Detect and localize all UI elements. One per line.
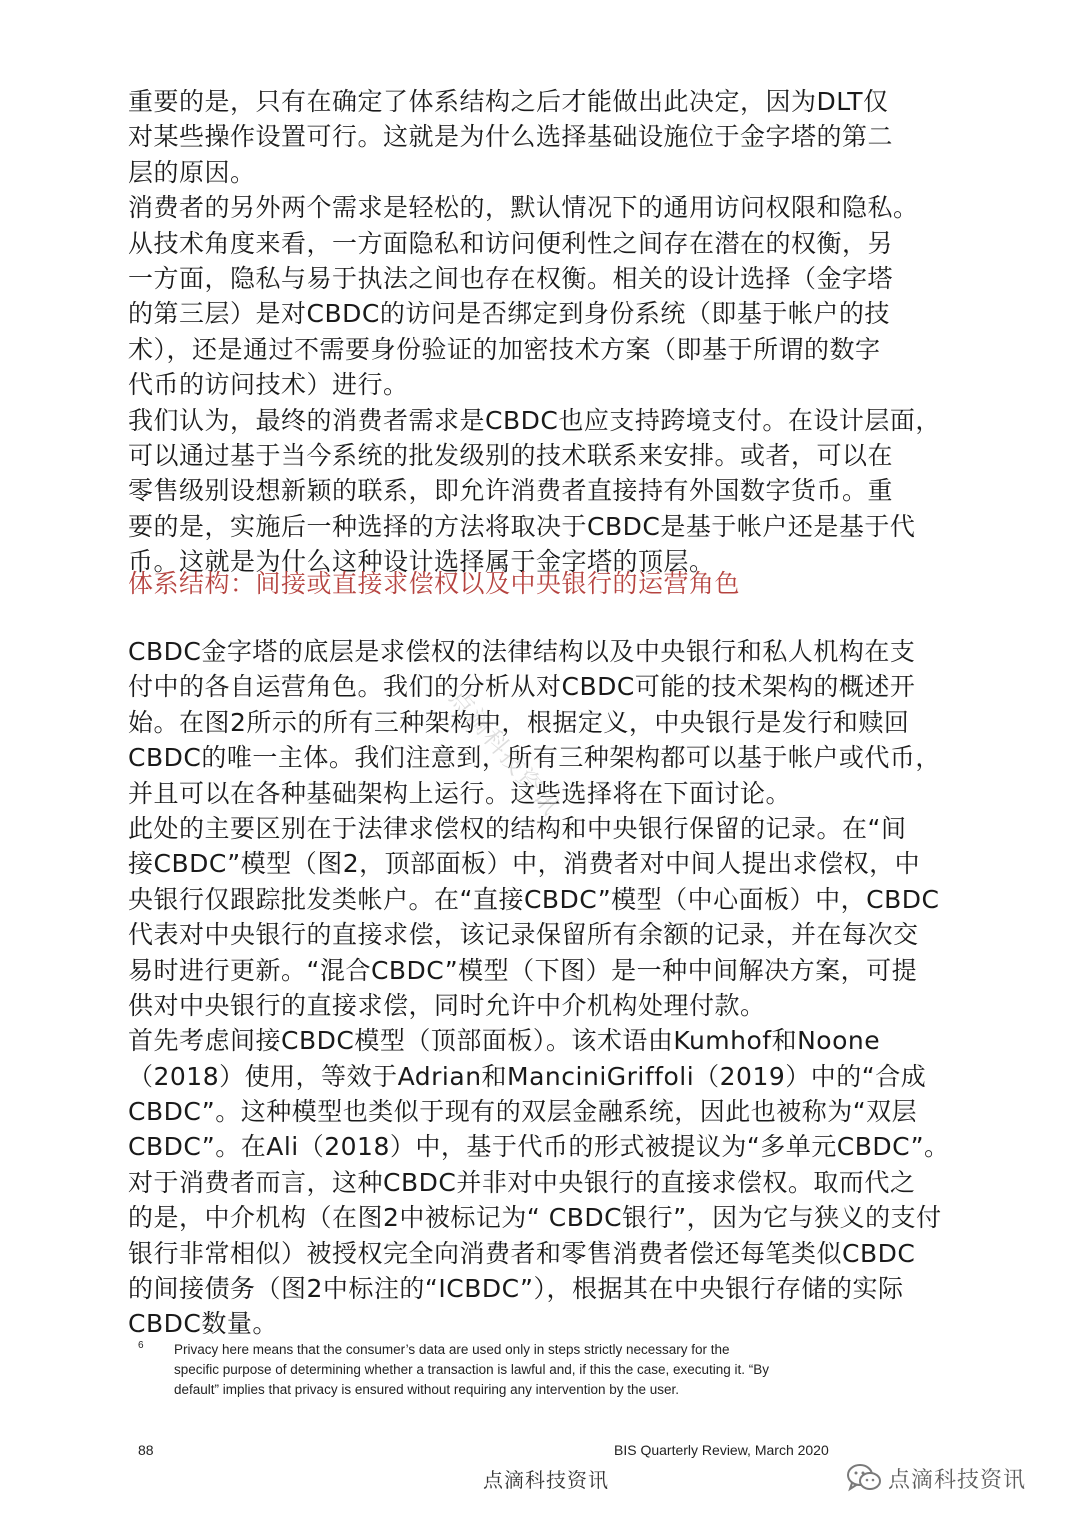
watermark-text: 点滴科技资讯 [443,683,566,822]
wechat-icon [846,1463,882,1493]
text-line: 我们认为，最终的消费者需求是CBDC也应支持跨境支付。在设计层面， [128,405,941,435]
text-line: 付中的各自运营角色。我们的分析从对CBDC可能的技术架构的概述开 [128,672,916,702]
text-line: 的间接债务（图2中标注的“ICBDC”），根据其在中央银行存储的实际 [128,1274,904,1304]
text-line: 一方面，隐私与易于执法之间也存在权衡。相关的设计选择（金字塔 [128,263,894,293]
brand-text: 点滴科技资讯 [888,1467,1027,1493]
text-line: 接CBDC”模型（图2，顶部面板）中，消费者对中间人提出求偿权，中 [128,849,921,879]
footnote-line: Privacy here means that the consumer’s data are used only in steps strictly necessary for the [174,1342,730,1357]
text-line: 对于消费者而言，这种CBDC并非对中央银行的直接求偿权。取而代之 [128,1167,916,1197]
page-number: 88 [138,1442,154,1458]
footnote-line: specific purpose of determining whether a transaction is lawful and, if this the case, executing it. “By [174,1362,770,1377]
text-line: 此处的主要区别在于法律求偿权的结构和中央银行保留的记录。在“间 [128,813,907,843]
text-line: 从技术角度来看，一方面隐私和访问便利性之间存在潜在的权衡，另 [128,228,894,258]
text-line: 易时进行更新。“混合CBDC”模型（下图）是一种中间解决方案，可提 [128,955,918,985]
text-line: CBDC数量。 [128,1309,278,1339]
text-line: CBDC”。在Ali（2018）中，基于代币的形式被提议为“多单元CBDC”。 [128,1132,950,1162]
footnote-mark: 6 [138,1340,144,1351]
text-line: 的是，中介机构（在图2中被标记为“ CBDC银行”，因为它与狭义的支付 [128,1203,942,1233]
text-line: 银行非常相似）被授权完全向消费者和零售消费者偿还每笔类似CBDC [128,1238,916,1268]
text-line: 首先考虑间接CBDC模型（顶部面板）。该术语由Kumhof和Noone [128,1026,881,1056]
text-line: 并且可以在各种基础架构上运行。这些选择将在下面讨论。 [128,778,792,808]
text-line: 零售级别设想新颖的联系，即允许消费者直接持有外国数字货币。重 [128,476,894,506]
source-label: 点滴科技资讯 [483,1468,609,1492]
text-line: 消费者的另外两个需求是轻松的，默认情况下的通用访问权限和隐私。 [128,193,919,223]
journal-title: BIS Quarterly Review, March 2020 [614,1442,829,1458]
text-line: 代表对中央银行的直接求偿，该记录保留所有余额的记录，并在每次交 [128,920,919,950]
text-line: （2018）使用，等效于Adrian和ManciniGriffoli（2019）中的“合成 [128,1061,927,1091]
text-line: CBDC”。这种模型也类似于现有的双层金融系统，因此也被称为“双层 [128,1097,918,1127]
paragraphs-bottom [128,634,950,1342]
text-line: 始。在图2所示的所有三种架构中，根据定义，中央银行是发行和赎回 [128,707,910,737]
text-line: 币。这就是为什么这种设计选择属于金字塔的顶层。 [128,547,715,577]
footnote [174,1340,834,1400]
text-line: 重要的是，只有在确定了体系结构之后才能做出此决定，因为DLT仅 [128,87,889,116]
text-line: 的第三层）是对CBDC的访问是否绑定到身份系统（即基于帐户的技 [128,299,890,329]
text-line: 层的原因。 [128,157,256,187]
text-line: 要的是，实施后一种选择的方法将取决于CBDC是基于帐户还是基于代 [128,511,916,541]
text-line: 对某些操作设置可行。这就是为什么选择基础设施位于金字塔的第二 [128,122,894,152]
footnote-line: default” implies that privacy is ensured without requiring any intervention by the user. [174,1382,680,1397]
text-line: 央银行仅跟踪批发类帐户。在“直接CBDC”模型（中心面板）中，CBDC [128,884,940,914]
text-line: 术），还是通过不需要身份验证的加密技术方案（即基于所谓的数字 [128,334,881,364]
text-line: 可以通过基于当今系统的批发级别的技术联系来安排。或者，可以在 [128,440,894,470]
section-heading: 体系结构：间接或直接求偿权以及中央银行的运营角色 [128,569,741,598]
wechat-brand [846,1460,1026,1496]
paragraphs-top [128,84,941,579]
text-line: 供对中央银行的直接求偿，同时允许中介机构处理付款。 [128,990,766,1020]
text-line: 代币的访问技术）进行。 [128,370,409,400]
text-line: CBDC金字塔的底层是求偿权的法律结构以及中央银行和私人机构在支 [128,637,916,666]
text-line: CBDC的唯一主体。我们注意到，所有三种架构都可以基于帐户或代币， [128,743,941,773]
